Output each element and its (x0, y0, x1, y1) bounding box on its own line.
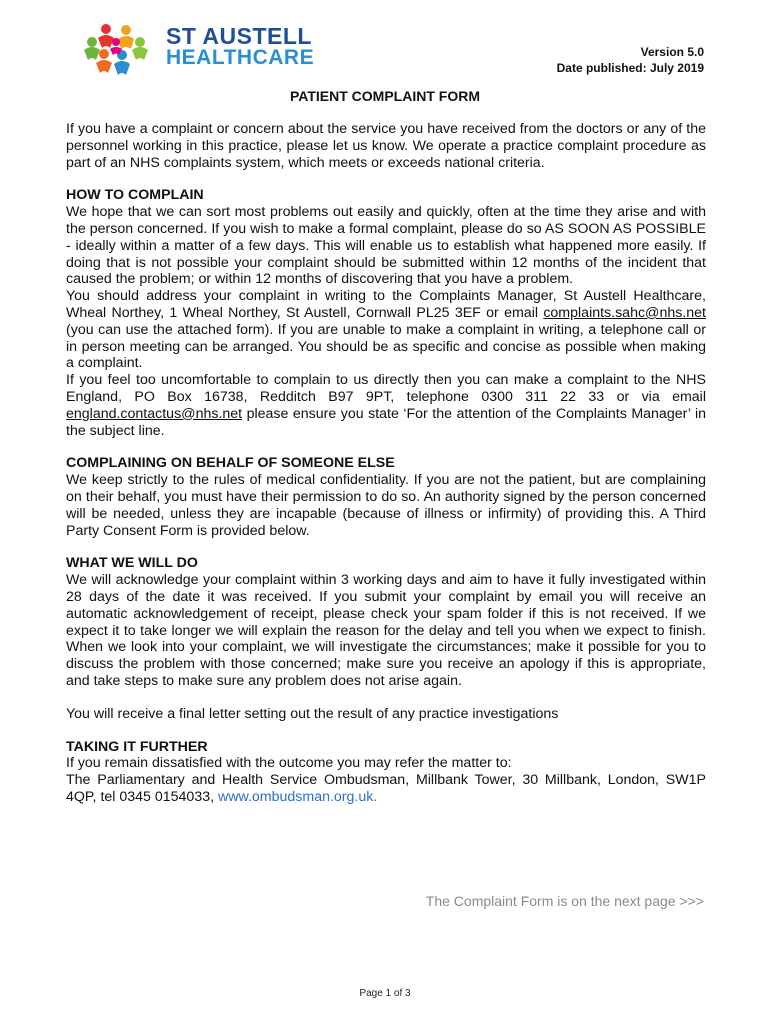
page-number: Page 1 of 3 (359, 988, 411, 999)
how-to-complain-para3 (66, 372, 706, 439)
further-heading: TAKING IT FURTHER (66, 738, 208, 755)
logo-line2: HEALTHCARE (166, 46, 315, 69)
behalf-heading: COMPLAINING ON BEHALF OF SOMEONE ELSE (66, 455, 395, 472)
next-page-note: The Complaint Form is on the next page >>> (425, 893, 704, 909)
version-info (557, 44, 704, 76)
how-to-complain-para1: We hope that we can sort most problems out easily and quickly, often at the time they arise and with the person concerned. If you wish to make a formal complaint, please do so AS SOON AS POSSIBLE - ideally within a matter of a few days. This will enable us to establish what happened more easily. If doing that is not possible your complaint should be submitted within 12 months of the incident that caused the problem; or within 12 months of discovering that you have a problem. (66, 204, 706, 288)
complaints-email-link[interactable]: complaints.sahc@nhs.net (543, 304, 706, 321)
intro-paragraph: If you have a complaint or concern about the service you have received from the doctors or any of the personnel working in this practice, please let us know. We operate a practice complaint procedure as part of an NHS complaints system, which meets or exceeds national criteria. (66, 121, 706, 171)
will-do-paragraph: We will acknowledge your complaint within 3 working days and aim to have it fully investigated within 28 days of the date it was received. If you submit your complaint by email you will receive an automatic acknowledgement of receipt, please check your spam folder if this is not received. If we expect it to take longer we will explain the reason for the delay and tell you when we expect to finish. When we look into your complaint, we will investigate the circumstances; make it possible for you to discuss the problem with those concerned; make sure you receive an apology if this is appropriate, and take steps to make sure any problem does not arise again. (66, 572, 706, 689)
document-body (66, 121, 706, 806)
para3-text-after: please ensure you state ‘For the attention of the Complaints Manager’ in the subject line. (66, 405, 706, 439)
para2-text-after: (you can use the attached form). If you are unable to make a complaint in writing, a telephone call or in person meeting can be arranged. You should be as specific and concise as possible when making a complaint. (66, 321, 706, 372)
final-letter-paragraph: You will receive a final letter setting out the result of any practice investigations (66, 705, 559, 722)
logo-text (166, 23, 315, 69)
behalf-paragraph: We keep strictly to the rules of medical confidentiality. If you are not the patient, but are complaining on their behalf, you must have their permission to do so. An authority signed by the person concerned will be needed, unless they are incapable (because of illness or infirmity) of providing this. A Third Party Consent Form is provided below. (66, 472, 706, 539)
ombudsman-link[interactable]: www.ombudsman.org.uk. (218, 788, 378, 805)
people-logo-icon (76, 22, 162, 78)
how-to-complain-heading: HOW TO COMPLAIN (66, 187, 204, 204)
para2-text-before: You should address your complaint in writing to the Complaints Manager, St Austell Healthcare, Wheal Northey, 1 Wheal Northey, St Austell, Cornwall PL25 3EF or email (66, 288, 706, 321)
ombudsman-address: The Parliamentary and Health Service Ombudsman, Millbank Tower, 30 Millbank, London, SW1P 4QP, tel 0345 0154033, (66, 772, 706, 805)
practice-logo (76, 22, 346, 78)
para3-text-before: If you feel too uncomfortable to complain to us directly then you can make a complaint to the NHS England, PO Box 16738, Redditch B97 9PT, telephone 0300 311 22 33 or via email (66, 372, 706, 405)
version-label: Version 5.0 (640, 45, 704, 59)
further-line1: If you remain dissatisfied with the outcome you may refer the matter to: (66, 755, 512, 772)
nhs-england-email-link[interactable]: england.contactus@nhs.net (66, 405, 243, 422)
date-published: Date published: July 2019 (556, 61, 704, 75)
how-to-complain-para2 (66, 288, 706, 372)
will-do-heading: WHAT WE WILL DO (66, 555, 198, 572)
page-title: PATIENT COMPLAINT FORM (289, 88, 481, 104)
logo-line1: ST AUSTELL (166, 23, 312, 49)
further-line2 (66, 772, 706, 806)
